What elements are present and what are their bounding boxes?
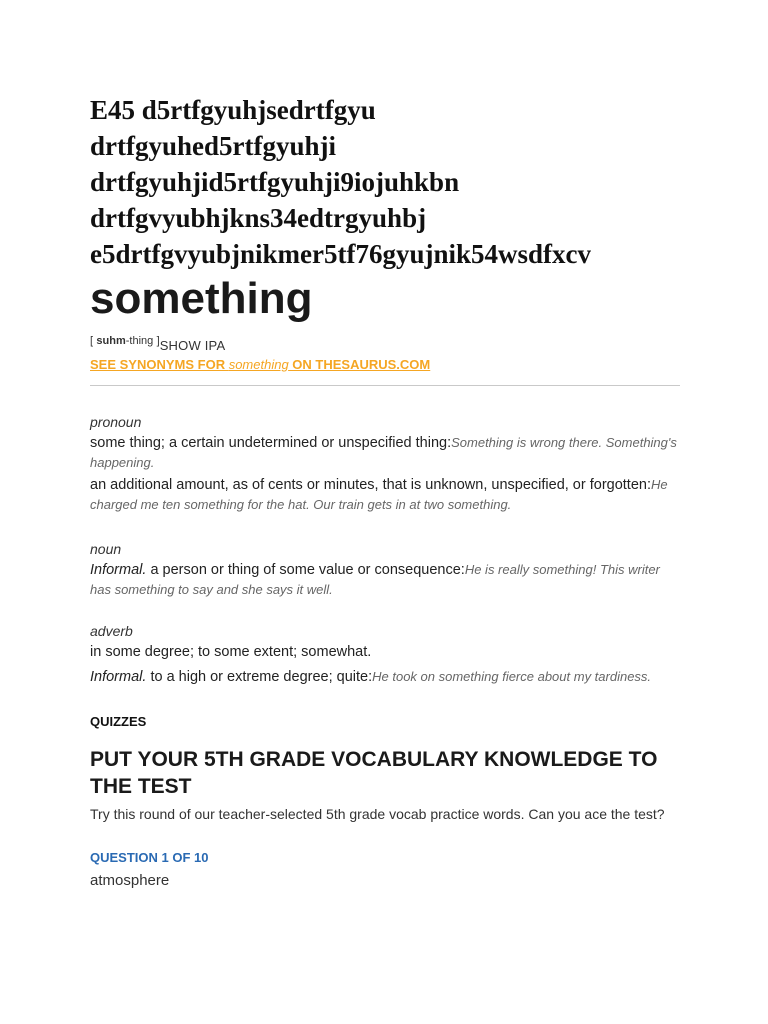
gibberish-line: E45 d5rtfgyuhjsedrtfgyu (90, 95, 376, 125)
pos-pronoun: pronoun (90, 414, 142, 430)
definition-noun-1 (90, 560, 680, 600)
show-ipa-button[interactable]: SHOW IPA (159, 338, 226, 353)
usage-label: Informal. (90, 669, 147, 685)
usage-label: Informal. (90, 562, 147, 578)
pronunciation (90, 335, 225, 353)
synonyms-prefix: SEE SYNONYMS FOR (90, 357, 229, 372)
gibberish-line: drtfgvyubhjkns34edtrgyuhbj (90, 203, 427, 233)
gibberish-line: drtfgyuhed5rtfgyuhji (90, 131, 337, 161)
quiz-title: PUT YOUR 5TH GRADE VOCABULARY KNOWLEDGE TO THE TEST (90, 748, 658, 798)
definition-text: some thing; a certain undetermined or unspecified thing: (90, 435, 452, 451)
definition-pronoun-1 (90, 433, 680, 473)
definition-text: a person or thing of some value or consequence: (146, 562, 465, 578)
question-word: atmosphere (90, 872, 170, 889)
definition-adverb-2 (90, 667, 680, 687)
divider (90, 385, 680, 386)
definition-adverb-1 (90, 642, 680, 662)
definition-text: to a high or extreme degree; quite: (146, 669, 373, 685)
synonyms-suffix: ON THESAURUS.COM (288, 357, 431, 372)
pron-open-bracket: [ (90, 335, 94, 347)
pron-close-bracket: ] (156, 335, 160, 347)
synonyms-word: something (228, 357, 289, 372)
pron-syllable: -thing (125, 335, 154, 347)
definition-text: in some degree; to some extent; somewhat. (90, 644, 372, 660)
definition-pronoun-2 (90, 475, 680, 515)
definition-text: an additional amount, as of cents or minutes, that is unknown, unspecified, or forgotten: (90, 477, 651, 493)
example-text: He charged me ten something for the hat. Our train gets in at two something. (90, 477, 668, 512)
gibberish-heading (90, 92, 700, 272)
pron-stressed-syllable: suhm (96, 335, 126, 347)
gibberish-line: e5drtfgvyubjnikmer5tf76gyujnik54wsdfxcv (90, 239, 592, 269)
gibberish-line: drtfgyuhjid5rtfgyuhji9iojuhkbn (90, 167, 460, 197)
example-text: He took on something fierce about my tardiness. (372, 669, 652, 684)
pos-adverb: adverb (90, 623, 133, 639)
pos-noun: noun (90, 541, 122, 557)
quiz-description: Try this round of our teacher-selected 5th grade vocab practice words. Can you ace the test? (90, 806, 665, 822)
example-text: Something is wrong there. Something's happening. (90, 435, 677, 470)
headword: something (90, 274, 313, 323)
quizzes-heading: QUIZZES (90, 714, 147, 729)
question-counter: QUESTION 1 OF 10 (90, 850, 209, 865)
example-text: He is really something! This writer has something to say and she says it well. (90, 562, 660, 597)
see-synonyms-link[interactable] (90, 357, 430, 372)
